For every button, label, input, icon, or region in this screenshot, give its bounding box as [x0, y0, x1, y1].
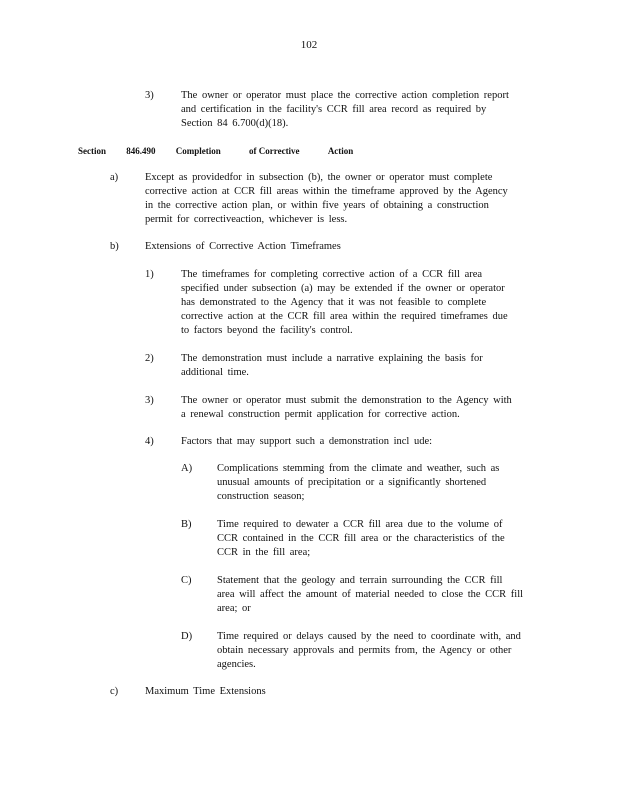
sub-item-text: The timeframes for completing corrective action of a CCR fill area specified under subsection (a) may be extended if the owner or operator has demonstrated to the Agency that it was not feasible to complete corrective action at the CCR fill area within the required timeframes due to factors beyond the facility's control.	[181, 269, 508, 336]
section-word: Section	[78, 146, 106, 156]
factor-text: Time required to dewater a CCR fill area due to the volume of CCR contained in the CCR fill area or the characteristics of the CCR in the fill area;	[217, 519, 505, 558]
item-text: The owner or operator must place the corrective action completion report and certification in the facility's CCR fill area record as required by Section 84 6.700(d)(18).	[181, 90, 509, 129]
sub-item-text: Factors that may support such a demonstration incl ude:	[181, 436, 433, 447]
item-label: 3)	[145, 90, 154, 101]
sub-item-label: 4)	[145, 436, 154, 447]
factor-label: A)	[181, 463, 193, 474]
factor-label: B)	[181, 519, 192, 530]
section-title-2: of Corrective	[249, 146, 300, 156]
factor-text: Statement that the geology and terrain surrounding the CCR fill area will affect the amount of material needed to close the CCR fill area; or	[217, 575, 524, 614]
item-c-label: c)	[110, 686, 119, 697]
item-b-label: b)	[110, 241, 119, 252]
section-title-1: Completion	[175, 146, 221, 156]
factor-text: Complications stemming from the climate and weather, such as unusual amounts of precipitation or a significantly shortened construction season;	[217, 463, 500, 502]
sub-item-text: The demonstration must include a narrative explaining the basis for additional time.	[181, 353, 483, 378]
item-a-text: Except as providedfor in subsection (b), the owner or operator must complete corrective action at CCR fill areas within the timeframe approved by the Agency in the corrective action plan, or within five years of obtaining a construction permit for correctiveaction, whichever is less.	[145, 172, 508, 225]
section-number: 846.490	[126, 146, 156, 156]
page-number: 102	[300, 39, 318, 51]
item-b-text: Extensions of Corrective Action Timeframes	[145, 241, 341, 252]
section-title-3: Action	[327, 146, 354, 156]
sub-item-label: 3)	[145, 395, 154, 406]
sub-item-text: The owner or operator must submit the demonstration to the Agency with a renewal construction permit application for corrective action.	[181, 395, 512, 420]
section-heading	[78, 144, 353, 158]
factor-label: D)	[181, 631, 193, 642]
factor-text: Time required or delays caused by the need to coordinate with, and obtain necessary approvals and permits from, the Agency or other agencies.	[217, 631, 521, 670]
item-c-text: Maximum Time Extensions	[145, 686, 266, 697]
sub-item-label: 2)	[145, 353, 154, 364]
factor-label: C)	[181, 575, 192, 586]
sub-item-label: 1)	[145, 269, 154, 280]
item-a-label: a)	[110, 172, 119, 183]
